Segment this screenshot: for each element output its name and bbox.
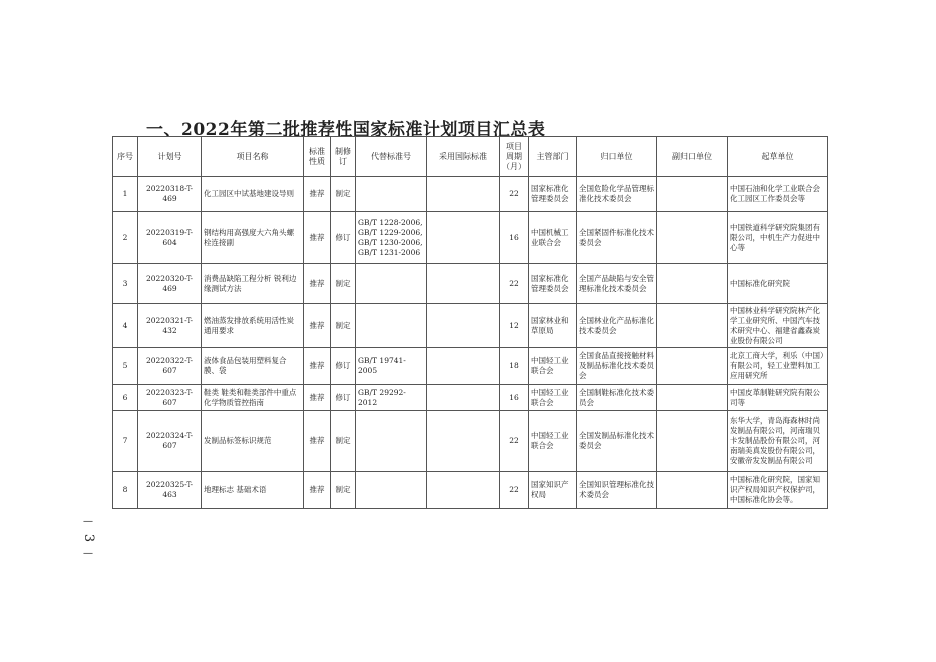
intl-standard [427,304,500,348]
plan-number: 20220322-T-607 [138,348,202,385]
revision-type: 制定 [331,411,356,472]
project-period: 22 [500,411,529,472]
deputy-unit [657,472,728,509]
header-cell: 副归口单位 [657,137,728,177]
header-cell: 起草单位 [728,137,828,177]
header-cell: 制修 订 [331,137,356,177]
project-period: 22 [500,264,529,304]
standard-nature: 推荐 [304,472,331,509]
table-row [113,385,828,411]
header-cell: 主管部门 [529,137,577,177]
project-name: 地理标志 基础术语 [202,472,304,509]
header-cell: 代替标准号 [356,137,427,177]
competent-dept: 中国轻工业联合会 [529,385,577,411]
project-period: 16 [500,385,529,411]
replaced-standard [356,304,427,348]
revision-type: 修订 [331,348,356,385]
page-number-value: 3 [81,533,96,543]
drafting-unit: 中国石油和化学工业联合会化工园区工作委员会等 [728,177,828,212]
project-name: 鞋类 鞋类和鞋类部件中重点化学物质管控指南 [202,385,304,411]
row-number: 4 [113,304,138,348]
competent-dept: 国家标准化管理委员会 [529,264,577,304]
competent-dept: 中国轻工业联合会 [529,348,577,385]
intl-standard [427,472,500,509]
replaced-standard [356,177,427,212]
table-row [113,304,828,348]
page-number [78,515,98,561]
drafting-unit: 中国铁道科学研究院集团有限公司，中机生产力促进中心等 [728,212,828,264]
plan-number: 20220320-T-469 [138,264,202,304]
plan-number: 20220323-T-607 [138,385,202,411]
standard-nature: 推荐 [304,411,331,472]
drafting-unit: 中国林业科学研究院林产化学工业研究所、中国汽车技术研究中心、福建省鑫森炭业股份有限公司 [728,304,828,348]
revision-type: 制定 [331,472,356,509]
standard-nature: 推荐 [304,385,331,411]
replaced-standard [356,411,427,472]
intl-standard [427,411,500,472]
replaced-standard: GB/T 29292-2012 [356,385,427,411]
table-row [113,411,828,472]
responsible-unit: 全国紧固件标准化技术委员会 [577,212,657,264]
competent-dept: 中国轻工业联合会 [529,411,577,472]
replaced-standard: GB/T 1228-2006, GB/T 1229-2006, GB/T 1230-2006, GB/T 1231-2006 [356,212,427,264]
intl-standard [427,385,500,411]
drafting-unit: 中国皮革制鞋研究院有限公司等 [728,385,828,411]
table-row [113,177,828,212]
drafting-unit: 北京工商大学，利乐（中国）有限公司，轻工业塑料加工应用研究所 [728,348,828,385]
responsible-unit: 全国制鞋标准化技术委员会 [577,385,657,411]
replaced-standard [356,264,427,304]
revision-type: 制定 [331,304,356,348]
standard-nature: 推荐 [304,348,331,385]
project-name: 钢结构用高强度大六角头螺栓连接副 [202,212,304,264]
responsible-unit: 全国产品缺陷与安全管理标准化技术委员会 [577,264,657,304]
project-name: 燃油蒸发排放系统用活性炭通用要求 [202,304,304,348]
responsible-unit: 全国食品直接接触材料及制品标准化技术委员会 [577,348,657,385]
page-title: 一、2022年第二批推荐性国家标准计划项目汇总表 [146,120,546,140]
header-cell: 采用国际标准 [427,137,500,177]
page-dash-top: — [83,516,93,527]
intl-standard [427,348,500,385]
standard-nature: 推荐 [304,177,331,212]
header-cell: 归口单位 [577,137,657,177]
table-row [113,212,828,264]
project-period: 22 [500,177,529,212]
intl-standard [427,212,500,264]
row-number: 8 [113,472,138,509]
deputy-unit [657,304,728,348]
drafting-unit: 中国标准化研究院 [728,264,828,304]
plan-number: 20220324-T-607 [138,411,202,472]
project-period: 12 [500,304,529,348]
project-name: 消费品缺陷工程分析 锐利边缘测试方法 [202,264,304,304]
competent-dept: 国家林业和草原局 [529,304,577,348]
deputy-unit [657,212,728,264]
header-cell: 项目 周期 （月） [500,137,529,177]
plan-number: 20220318-T-469 [138,177,202,212]
table-row [113,264,828,304]
deputy-unit [657,385,728,411]
plan-number: 20220319-T-604 [138,212,202,264]
row-number: 1 [113,177,138,212]
revision-type: 制定 [331,177,356,212]
deputy-unit [657,411,728,472]
drafting-unit: 东华大学，青岛海森林时尚发制品有限公司，河南瑞贝卡发制品股份有限公司，河南瑞美真发股份有限公司，安徽帝发发制品有限公司 [728,411,828,472]
row-number: 6 [113,385,138,411]
responsible-unit: 全国发制品标准化技术委员会 [577,411,657,472]
standard-nature: 推荐 [304,212,331,264]
replaced-standard [356,472,427,509]
header-cell: 项目名称 [202,137,304,177]
revision-type: 制定 [331,264,356,304]
competent-dept: 国家标准化管理委员会 [529,177,577,212]
row-number: 3 [113,264,138,304]
intl-standard [427,177,500,212]
row-number: 5 [113,348,138,385]
project-period: 18 [500,348,529,385]
header-cell: 计划号 [138,137,202,177]
replaced-standard: GB/T 19741-2005 [356,348,427,385]
project-name: 液体食品包装用塑料复合膜、袋 [202,348,304,385]
header-cell: 序号 [113,137,138,177]
header-cell: 标准 性质 [304,137,331,177]
project-name: 发制品标签标识规范 [202,411,304,472]
deputy-unit [657,177,728,212]
plan-number: 20220321-T-432 [138,304,202,348]
table-header-row [113,137,828,177]
project-period: 22 [500,472,529,509]
deputy-unit [657,264,728,304]
competent-dept: 中国机械工业联合会 [529,212,577,264]
revision-type: 修订 [331,385,356,411]
responsible-unit: 全国林业化产品标准化技术委员会 [577,304,657,348]
plan-number: 20220325-T-463 [138,472,202,509]
project-period: 16 [500,212,529,264]
page-dash-bottom: — [83,548,93,559]
project-name: 化工园区中试基地建设导则 [202,177,304,212]
responsible-unit: 全国危险化学品管理标准化技术委员会 [577,177,657,212]
deputy-unit [657,348,728,385]
revision-type: 修订 [331,212,356,264]
competent-dept: 国家知识产权局 [529,472,577,509]
intl-standard [427,264,500,304]
row-number: 2 [113,212,138,264]
standards-plan-table [112,136,828,509]
standard-nature: 推荐 [304,304,331,348]
table-row [113,472,828,509]
responsible-unit: 全国知识管理标准化技术委员会 [577,472,657,509]
drafting-unit: 中国标准化研究院，国家知识产权局知识产权保护司，中国标准化协会等。 [728,472,828,509]
standard-nature: 推荐 [304,264,331,304]
table-row [113,348,828,385]
row-number: 7 [113,411,138,472]
